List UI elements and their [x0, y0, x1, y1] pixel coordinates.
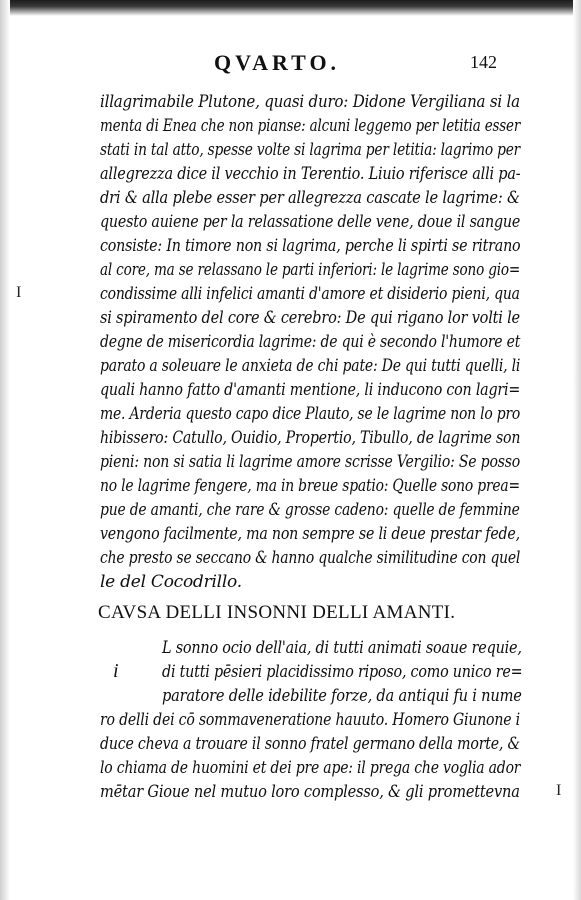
text-line: vengono facilmente, ma non sempre se li deue prestar fede, [100, 524, 520, 544]
text-line: pue de amanti, che rare & grosse cadeno: quelle de femmine [100, 500, 520, 520]
page-top-edge [0, 0, 581, 16]
text-line: menta di Enea che non pianse: alcuni leggemo per letitia esser [100, 116, 521, 136]
text-line: al core, ma se relassano le parti inferiori: le lagrime sono gio= [100, 260, 521, 280]
text-line: degne de misericordia lagrime: de qui è secondo l'humore et [100, 332, 521, 352]
text-line: dri & alla plebe esser per allegrezza cascate le lagrime: & [100, 188, 520, 208]
text-line: di tutti pēsieri placidissimo riposo, como unico re= [162, 662, 523, 682]
text-line: me. Arderia questo capo dice Plauto, se le lagrime non lo pro [100, 404, 521, 424]
text-line: stati in tal atto, spesse volte si lagrima per letitia: lagrimo per [100, 140, 521, 160]
page-right-edge [573, 0, 581, 900]
text-line: condissime alli infelici amanti d'amore et disiderio pieni, qua [100, 284, 520, 304]
left-margin-mark: I [16, 284, 22, 301]
text-line: si spiramento del core & cerebro: De qui rigano lor volti le [100, 308, 520, 328]
text-line: hibissero: Catullo, Ouidio, Propertio, Tibullo, de lagrime son [100, 428, 521, 448]
text-line: pieni: non si satia li lagrime amore scrisse Vergilio: Se posso [100, 452, 520, 472]
section-heading: CAVSA DELLI INSONNI DELLI AMANTI. [98, 602, 456, 623]
text-line: L sonno ocio dell'aia, di tutti animati soaue requie, [162, 638, 522, 658]
text-line: quali hanno fatto d'amanti mentione, li inducono con lagri= [100, 380, 521, 400]
text-line: no le lagrime fengere, ma in breue spatio: Quelle sono prea= [100, 476, 520, 496]
running-title: QVARTO. [214, 50, 341, 75]
text-line: allegrezza dice il vecchio in Terentio. Liuio riferisce alli pa- [100, 164, 521, 184]
text-line: paratore delle idebilite forze, da antiqui fu i nume [162, 686, 522, 706]
page-left-edge [0, 0, 10, 900]
text-line: duce cheva a trouare il sonno fratel germano della morte, & [100, 734, 520, 754]
drop-cap-initial: i [113, 660, 119, 682]
text-line: che presto se seccano & hanno qualche similitudine con quel [100, 548, 521, 568]
right-margin-mark: I [556, 782, 562, 799]
page-number: 142 [470, 52, 497, 72]
text-line: ro delli dei cō sommaveneratione hauuto. Homero Giunone i [100, 710, 520, 730]
text-line: le del Cocodrillo. [100, 572, 242, 592]
text-line: questo auiene per la relassatione delle vene, doue il sangue [100, 212, 521, 232]
text-line: parato a soleuare le anxieta de chi pate: De qui tutti quelli, li [100, 356, 521, 376]
text-line: illagrimabile Plutone, quasi duro: Didone Vergiliana si la [100, 92, 520, 112]
text-line: mētar Gioue nel mutuo loro complesso, & gli promettevna [100, 782, 520, 802]
text-line: lo chiama de huomini et dei pre ape: il prega che voglia ador [100, 758, 521, 778]
text-line: consiste: In timore non si lagrima, perche li spirti se ritrano [100, 236, 521, 256]
